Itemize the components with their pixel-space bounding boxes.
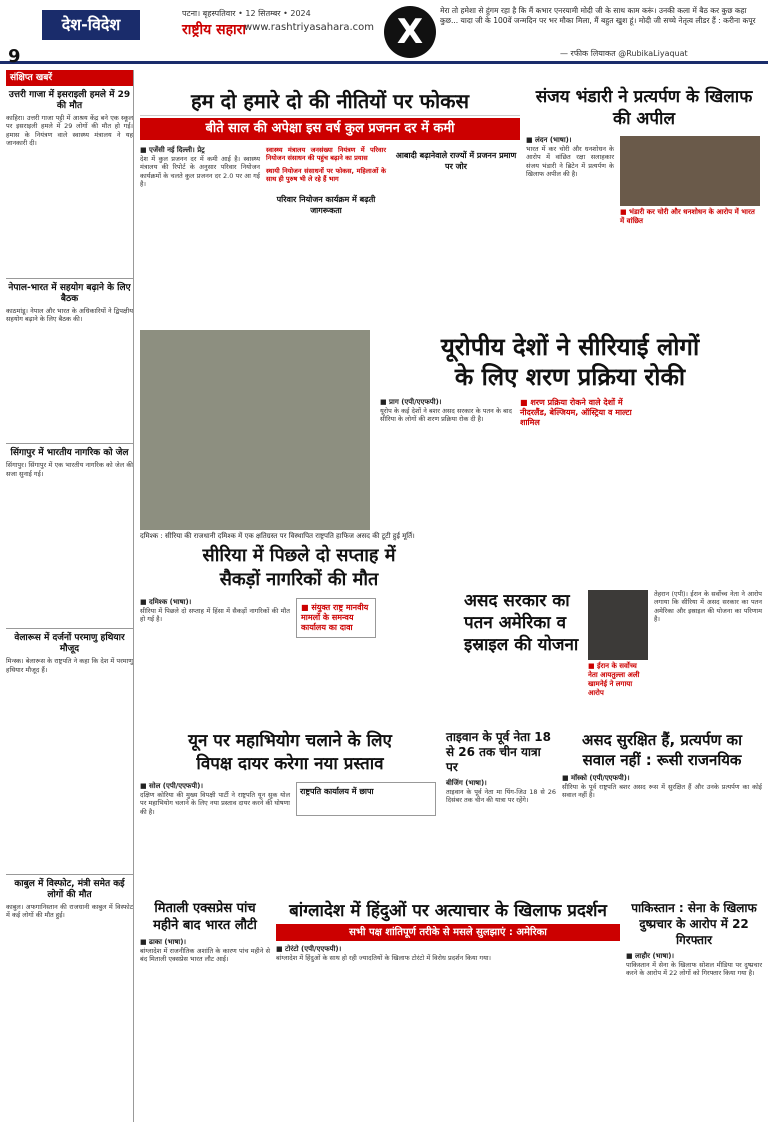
brief-item bbox=[6, 879, 133, 920]
bullet-point: स्वास्थ्य मंत्रालय जनसंख्या नियंत्रण में परिवार नियोजन संसाधन की पहुंच बढ़ाने का प्रयास bbox=[266, 146, 386, 163]
brand-logo: राष्ट्रीय सहारा bbox=[182, 22, 247, 38]
text-filler bbox=[6, 674, 133, 874]
article-byline: ■ सोल (एपी/एएफपी)। bbox=[140, 782, 203, 790]
bullet-point: स्थायी नियोजन संसाधनों पर फोकस, महिलाओं के साथ ही पुरुष भी ले रहे हैं भाग bbox=[266, 166, 386, 184]
page-number: 9 bbox=[8, 46, 21, 67]
brief-headline: वेलारूस में दर्जनों परमाणु हथियार मौजूद bbox=[14, 633, 125, 655]
dateline: पटना। बृहस्पतिवार • 12 सितम्बर • 2024 bbox=[182, 9, 311, 18]
section-title: देश-विदेश bbox=[42, 10, 140, 40]
text-filler bbox=[6, 478, 133, 628]
article-headline: असद सरकार का पतन अमेरिका व इस्राइल की योजना bbox=[464, 591, 579, 655]
headline-line: यून पर महाभियोग चलाने के लिए bbox=[188, 731, 392, 751]
khamenei-photo bbox=[588, 590, 648, 660]
brief-item bbox=[6, 633, 133, 874]
article-headline: बांग्लादेश में हिंदुओं पर अत्याचार के खिलाफ प्रदर्शन bbox=[289, 901, 607, 921]
text-filler bbox=[644, 398, 762, 518]
article-headline: पाकिस्तान : सेना के खिलाफ दुष्प्रचार के आरोप में 22 गिरफ्तार bbox=[631, 901, 757, 947]
statue-photo bbox=[140, 330, 370, 530]
photo-caption: ■ भंडारी कर चोरी और धनशोधन के आरोप में भारत में वांछित bbox=[620, 208, 755, 225]
text-filler bbox=[6, 323, 133, 443]
article-iran-claim bbox=[464, 590, 762, 724]
article-byline: ■ दमिश्क (भाषा)। bbox=[140, 598, 192, 606]
info-box: ■ संयुक्त राष्ट्र मानवीय मामलों के समन्वय कार्यालय का दावा bbox=[296, 598, 376, 638]
article-body: तेहरान (एपी)। ईरान के सर्वोच्च नेता ने आरोप लगाया कि सीरिया में असद सरकार का पतन अमेरिका और इस्राइल की योजना का परिणाम है। bbox=[654, 590, 762, 624]
article-mitali-express bbox=[140, 900, 270, 1122]
article-subhead: बीते साल की अपेक्षा इस वर्ष कुल प्रजनन दर में कमी bbox=[140, 118, 520, 140]
website-link[interactable]: www.rashtriyasahara.com bbox=[244, 22, 375, 33]
article-byline: ■ लाहौर (भाषा)। bbox=[626, 952, 675, 960]
headline-line: विपक्ष दायर करेगा नया प्रस्ताव bbox=[196, 754, 384, 774]
text-filler bbox=[6, 148, 133, 278]
brief-headline: काबुल में विस्फोट, मंत्री समेत कई लोगों की मौत bbox=[14, 879, 125, 901]
article-body: बांग्लादेश में हिंदुओं के साथ हो रही ज्यादतियों के खिलाफ टोरंटो में विरोध प्रदर्शन किया गया। bbox=[276, 954, 491, 962]
headline-line: सवाल नहीं : रूसी राजनयिक bbox=[582, 751, 742, 769]
article-body-col bbox=[380, 398, 512, 424]
article-headline bbox=[140, 730, 440, 776]
article-body: देश में कुल प्रजनन दर में कमी आई है। स्वास्थ्य मंत्रालय की रिपोर्ट के अनुसार परिवार नियोजन कार्यक्रमों के चलते कुल प्रजनन दर 2.0 पर आ गई है। bbox=[140, 155, 260, 189]
article-body: बांग्लादेश में राजनीतिक अशांति के कारण पांच महीने से बंद मिताली एक्सप्रेस भारत लौट आई। bbox=[140, 947, 270, 964]
brief-headline: नेपाल-भारत में सहयोग बढ़ाने के लिए बैठक bbox=[8, 282, 131, 304]
brief-item bbox=[6, 448, 133, 628]
brief-text: काठमांडू। नेपाल और भारत के अधिकारियों ने द्विपक्षीय सहयोग बढ़ाने के लिए बैठक की। bbox=[6, 306, 133, 324]
article-byline: ■ मॉस्को (एपी/एएफपी)। bbox=[562, 774, 630, 782]
brief-text: मिन्स्क। बेलारूस के राष्ट्रपति ने कहा कि देश में परमाणु हथियार मौजूद हैं। bbox=[6, 657, 133, 674]
photo-caption: ■ ईरान के सर्वोच्च नेता आयतुल्ला अली खामनेई ने लगाया आरोप bbox=[588, 662, 640, 697]
section-subhead: आबादी बढ़ानेवाले राज्यों में प्रजनन प्रमाण पर जोर bbox=[395, 151, 517, 171]
brief-text: सिंगापुर। सिंगापुर में एक भारतीय नागरिक को जेल की सजा सुनाई गई। bbox=[6, 461, 133, 478]
tweet-text: मेरा तो हमेशा से हुंगम रहा है कि मैं कभार एनरयामी मोदी जी के साथ काम करूं। उनकी कला में बैठ कर कुछ कहा कुछ... यादा जी के 100वें जन्मदिन पर भर मौका मिला, मैं बहुत खुश हूं। मोदी जी सच्चे नेतृत्व लीडर हैं : करीना कपूर bbox=[440, 6, 756, 25]
article-bhandari bbox=[526, 86, 762, 326]
headline-line: यूरोपीय देशों ने सीरियाई लोगों bbox=[440, 333, 700, 361]
article-subhead: सभी पक्ष शांतिपूर्ण तरीके से मसले सुलझाएं : अमेरिका bbox=[276, 924, 620, 941]
article-byline: ■ प्राग (एपी/एएफपी)। bbox=[380, 398, 442, 406]
info-box: राष्ट्रपति कार्यालय में छापा bbox=[296, 782, 436, 816]
article-yoon-impeachment bbox=[140, 730, 440, 894]
article-headline: ताइवान के पूर्व नेता 18 से 26 तक चीन यात्रा पर bbox=[446, 730, 552, 774]
section-subhead: परिवार नियोजन कार्यक्रम में बढ़ती जागरूकता bbox=[276, 194, 376, 215]
brief-text: काबुल। अफगानिस्तान की राजधानी काबुल में विस्फोट में कई लोगों की मौत हुई। bbox=[6, 903, 133, 920]
article-byline: ■ ढाका (भाषा)। bbox=[140, 938, 187, 946]
article-body: दक्षिण कोरिया की मुख्य विपक्षी पार्टी ने राष्ट्रपति यून सुक योल पर महाभियोग चलाने के लिए नया प्रस्ताव दायर करने की घोषणा की है। bbox=[140, 791, 290, 816]
article-headline: हम दो हमारे दो की नीतियों पर फोकस bbox=[140, 86, 520, 116]
article-headline bbox=[380, 332, 760, 392]
article-headline: मिताली एक्सप्रेस पांच महीने बाद भारत लौटी bbox=[153, 901, 257, 933]
article-assad-safe bbox=[562, 730, 762, 894]
briefs-column bbox=[6, 70, 134, 1122]
headline-line: के लिए शरण प्रक्रिया रोकी bbox=[454, 363, 686, 391]
article-body: सीरिया के पूर्व राष्ट्रपति बशर असद रूस में सुरक्षित हैं और उनके प्रत्यर्पण का कोई सवाल नहीं है। bbox=[562, 783, 762, 800]
headline-line: असद सुरक्षित हैं, प्रत्यर्पण का bbox=[582, 731, 742, 749]
article-body: पाकिस्तान में सेना के खिलाफ सोशल मीडिया पर दुष्प्रचार करने के आरोप में 22 लोगों को गिरफ्तार किया गया है। bbox=[626, 961, 762, 978]
article-body: ताइवान के पूर्व नेता मा यिंग-जिउ 18 से 26 दिसंबर तक चीन की यात्रा पर रहेंगे। bbox=[446, 788, 556, 805]
article-syria-deaths bbox=[140, 544, 458, 724]
x-logo-icon: X bbox=[384, 6, 436, 58]
brief-item bbox=[6, 90, 133, 278]
article-byline: ■ टोरंटो (एपी/एएफपी)। bbox=[276, 945, 342, 953]
tweet-author: — रफीक लियाकत @RubikaLiyaquat bbox=[560, 49, 688, 58]
article-byline: ■ लंदन (भाषा)। bbox=[526, 136, 572, 144]
article-body: भारत में कर चोरी और धनशोधन के आरोप में वांछित रक्षा सलाहकार संजय भंडारी ने ब्रिटेन में प्रत्यर्पण के खिलाफ अपील की है। bbox=[526, 145, 614, 179]
article-headline bbox=[562, 730, 762, 770]
article-body: यूरोप के कई देशों ने बशर असद सरकार के पतन के बाद सीरिया के लोगों की शरण प्रक्रिया रोक दी है। bbox=[380, 407, 512, 424]
article-byline: ■ एजेंसी नई दिल्ली। प्रेट्र bbox=[140, 146, 205, 154]
article-headline bbox=[140, 544, 458, 592]
article-taiwan bbox=[446, 730, 556, 894]
text-filler bbox=[392, 174, 520, 274]
bhandari-photo bbox=[620, 136, 760, 206]
brief-text: काहिरा। उत्तरी गाजा पट्टी में आश्रय केंद्र बने एक स्कूल पर इसराइली हमले में 29 लोगों की मौत हो गई। हमास के नियंत्रण वाले स्वास्थ्य मंत्रालय ने यह जानकारी दी। bbox=[6, 114, 133, 148]
article-bangladesh-protest bbox=[276, 900, 620, 1122]
pullquote: ■ शरण प्रक्रिया रोकने वाले देशों में नीदरलैंड, बेल्जियम, ऑस्ट्रिया व माल्टा शामिल bbox=[520, 398, 632, 427]
masthead bbox=[0, 0, 768, 67]
brief-headline: उत्तरी गाजा में इसराइली हमले में 29 की मौत bbox=[8, 90, 131, 111]
headline-line: सीरिया में पिछले दो सप्ताह में bbox=[202, 545, 396, 566]
article-body: सीरिया में पिछले दो सप्ताह में हिंसा में सैकड़ों नागरिकों की मौत हो गई है। bbox=[140, 607, 290, 624]
briefs-tag: संक्षिप्त खबरें bbox=[6, 70, 133, 86]
article-headline: संजय भंडारी ने प्रत्यर्पण के खिलाफ की अपील bbox=[535, 87, 753, 129]
brief-item bbox=[6, 283, 133, 444]
headline-line: सैकड़ों नागरिकों की मौत bbox=[219, 569, 379, 590]
photo-caption: दमिश्क : सीरिया की राजधानी दमिश्क में एक क्षतिग्रस्त पर विस्थापित राष्ट्रपति हाफिज असद की टूटी हुई मूर्ति। bbox=[140, 532, 415, 540]
article-byline: बीजिंग (भाषा)। bbox=[446, 779, 487, 787]
article-syria-asylum bbox=[140, 330, 762, 530]
article-family-planning bbox=[140, 86, 520, 326]
brief-headline: सिंगापुर में भारतीय नागरिक को जेल bbox=[10, 448, 129, 459]
article-pakistan-arrests bbox=[626, 900, 762, 1122]
